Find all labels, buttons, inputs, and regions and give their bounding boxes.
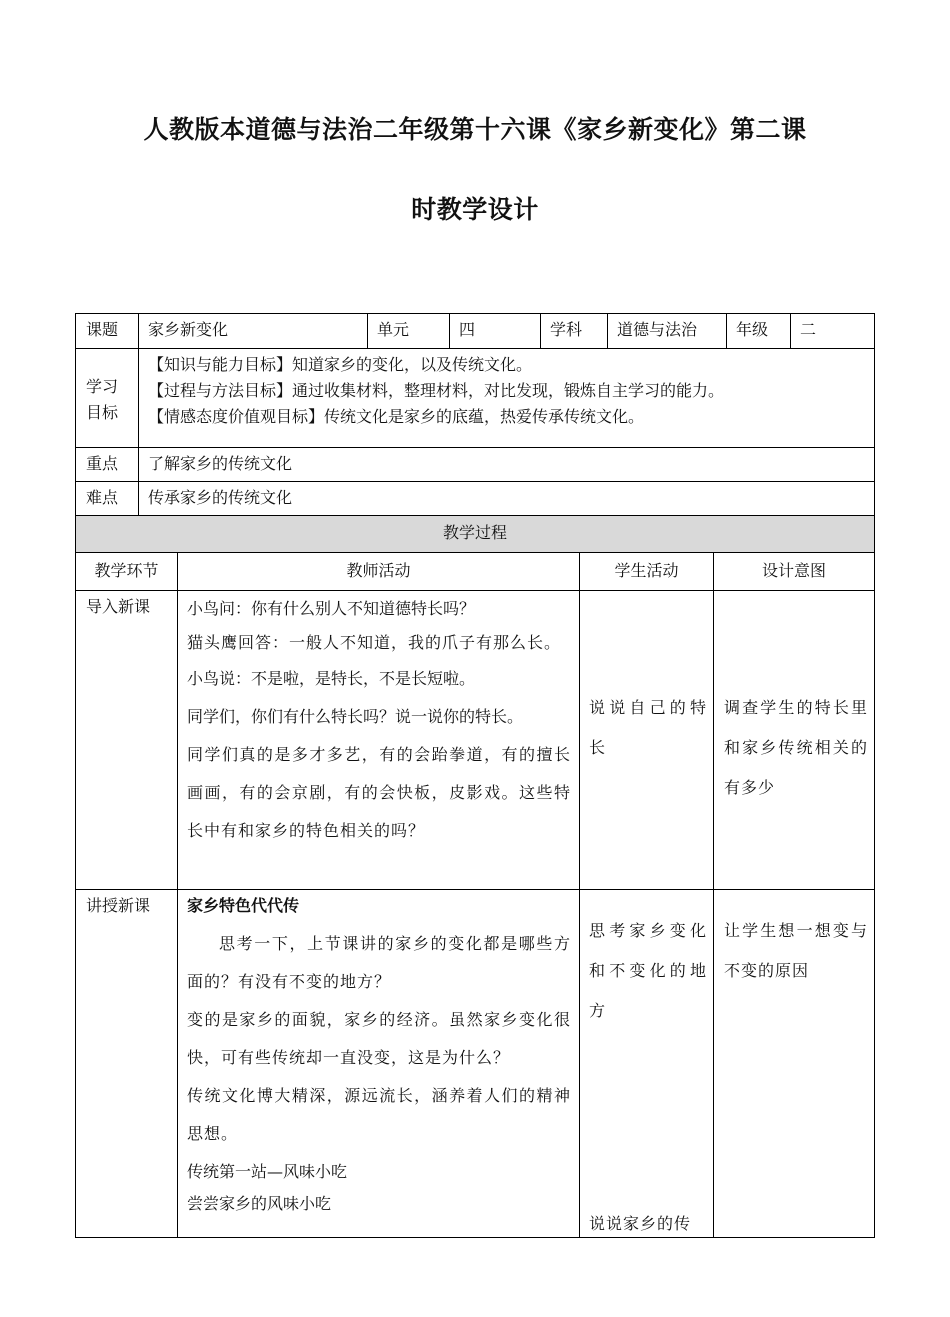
unit-value: 四 (459, 320, 476, 339)
column-header-stage: 教学环节 (94, 561, 159, 580)
teacher-line: 传统文化博大精深，源远流长，涵养着人们的精神思想。 (187, 1086, 571, 1143)
grade-label: 年级 (736, 320, 769, 339)
subject-value: 道德与法治 (617, 320, 698, 339)
goal-item: 【情感态度价值观目标】传统文化是家乡的底蕴，热爱传承传统文化。 (148, 407, 645, 426)
teacher-line: 同学们真的是多才多艺，有的会跆拳道，有的擅长画画，有的会京剧，有的会快板，皮影戏。这些特长中有和家乡的特色相关的吗？ (187, 745, 571, 840)
teacher-line: 变的是家乡的面貌，家乡的经济。虽然家乡变化很快，可有些传统却一直没变，这是为什么？ (187, 1010, 571, 1067)
teacher-activity-intro (187, 594, 571, 850)
stage-intro: 导入新课 (86, 597, 151, 616)
subject-label: 学科 (550, 320, 583, 339)
difficult-point-label: 难点 (86, 488, 119, 507)
process-header: 教学过程 (442, 523, 507, 542)
column-header-intent: 设计意图 (761, 561, 826, 580)
goals-label-line-2: 目标 (86, 403, 119, 422)
goal-item: 【过程与方法目标】通过收集材料，整理材料，对比发现，锻炼自主学习的能力。 (148, 381, 725, 400)
document-title-line-1: 人教版本道德与法治二年级第十六课《家乡新变化》第二课 (143, 115, 807, 144)
stage-new-lesson: 讲授新课 (86, 896, 151, 915)
teacher-line: 尝尝家乡的风味小吃 (187, 1194, 332, 1213)
grade-value: 二 (800, 320, 817, 339)
teacher-line: 小鸟问：你有什么别人不知道德特长吗？ (187, 599, 476, 618)
teacher-line: 思考一下，上节课讲的家乡的变化都是哪些方面的？有没有不变的地方？ (187, 934, 571, 991)
student-activity-intro: 说说自己的特长 (589, 698, 707, 757)
teacher-line: 传统第一站—风味小吃 (187, 1162, 348, 1181)
goals-label-line-1: 学习 (86, 377, 119, 396)
teacher-heading: 家乡特色代代传 (187, 896, 300, 915)
difficult-point-value: 传承家乡的传统文化 (148, 488, 293, 507)
key-point-label: 重点 (86, 454, 119, 473)
topic-label: 课题 (86, 320, 119, 339)
teacher-line: 小鸟说：不是啦，是特长，不是长短啦。 (187, 669, 476, 688)
student-activity-new-lesson: 思考家乡变化和不变化的地方 (589, 921, 707, 1020)
teacher-line: 猫头鹰回答：一般人不知道，我的爪子有那么长。 (187, 633, 562, 652)
column-header-teacher: 教师活动 (346, 561, 411, 580)
key-point-value: 了解家乡的传统文化 (148, 454, 293, 473)
student-activity-new-lesson-2: 说说家乡的传 (589, 1214, 692, 1233)
document-title-line-2: 时教学设计 (411, 195, 539, 224)
unit-label: 单元 (377, 320, 410, 339)
goal-item: 【知识与能力目标】知道家乡的变化，以及传统文化。 (148, 355, 533, 374)
teacher-line: 同学们，你们有什么特长吗？说一说你的特长。 (187, 707, 524, 726)
design-intent-new-lesson: 让学生想一想变与不变的原因 (724, 921, 868, 980)
design-intent-intro: 调查学生的特长里和家乡传统相关的有多少 (724, 698, 868, 797)
column-header-student: 学生活动 (614, 561, 679, 580)
topic-value: 家乡新变化 (148, 320, 229, 339)
teacher-activity-new-lesson (187, 893, 571, 1217)
